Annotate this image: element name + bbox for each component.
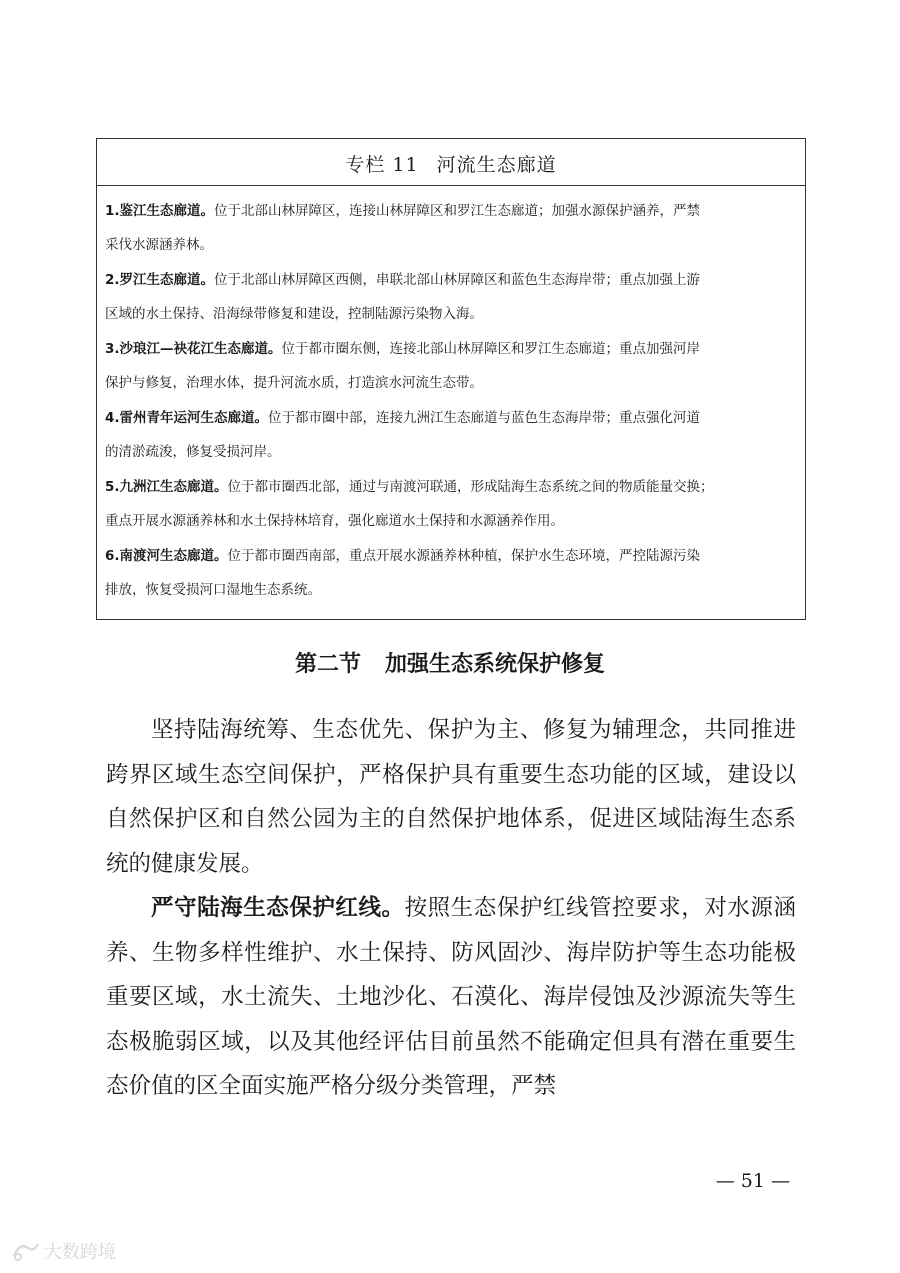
corridor-name: 2.罗江生态廊道。 bbox=[105, 272, 215, 288]
corridor-item bbox=[105, 539, 795, 607]
paragraph-body: 按照生态保护红线管控要求，对水源涵养、生物多样性维护、水土保持、防风固沙、海岸防护等生态功能极重要区域，水土流失、土地沙化、石漠化、海岸侵蚀及沙源流失等生态极脆弱区域，以及其他经评估目前虽然不能确定但具有潜在重要生态价值的区全面实施严格分级分类管理，严禁 bbox=[106, 895, 796, 1099]
corridor-text-cont: 区域的水土保持、沿海绿带修复和建设，控制陆源污染物入海。 bbox=[105, 306, 483, 322]
corridor-item bbox=[105, 194, 795, 262]
corridor-name: 6.南渡河生态廊道。 bbox=[105, 548, 228, 564]
corridor-text-cont: 保护与修复，治理水体，提升河流水质，打造滨水河流生态带。 bbox=[105, 375, 483, 391]
column-number: 专栏 11 bbox=[345, 154, 419, 176]
corridor-name: 3.沙琅江—袂花江生态廊道。 bbox=[105, 341, 282, 357]
watermark-text: 大数跨境 bbox=[44, 1242, 116, 1263]
watermark-logo-icon bbox=[10, 1240, 40, 1262]
corridor-text: 位于都市圈中部，连接九洲江生态廊道与蓝色生态海岸带；重点强化河道 bbox=[268, 410, 701, 426]
corridor-text-cont: 重点开展水源涵养林和水土保持林培育，强化廊道水土保持和水源涵养作用。 bbox=[105, 513, 564, 529]
corridor-text: 位于都市圈东侧，连接北部山林屏障区和罗江生态廊道；重点加强河岸 bbox=[281, 341, 701, 357]
corridor-text-cont: 排放，恢复受损河口湿地生态系统。 bbox=[105, 582, 321, 598]
corridor-name: 4.雷州青年运河生态廊道。 bbox=[105, 410, 269, 426]
section-title: 加强生态系统保护修复 bbox=[385, 652, 606, 677]
watermark bbox=[10, 1238, 116, 1264]
page-number: — 51 — bbox=[715, 1170, 790, 1192]
section-heading bbox=[0, 645, 900, 685]
corridor-text: 位于北部山林屏障区西侧，串联北部山林屏障区和蓝色生态海岸带；重点加强上游 bbox=[214, 272, 701, 288]
paragraph-redline bbox=[106, 886, 796, 1109]
column-box bbox=[96, 138, 806, 620]
corridor-text: 位于都市圈西北部，通过与南渡河联通，形成陆海生态系统之间的物质能量交换； bbox=[227, 479, 714, 495]
corridor-item bbox=[105, 401, 795, 469]
corridor-text-cont: 采伐水源涵养林。 bbox=[105, 237, 213, 253]
corridor-item bbox=[105, 263, 795, 331]
section-number: 第二节 bbox=[294, 652, 361, 677]
corridor-item bbox=[105, 332, 795, 400]
corridor-text: 位于都市圈西南部，重点开展水源涵养林种植，保护水生态环境，严控陆源污染 bbox=[227, 548, 701, 564]
corridor-text: 位于北部山林屏障区，连接山林屏障区和罗江生态廊道；加强水源保护涵养，严禁 bbox=[214, 203, 701, 219]
corridor-item bbox=[105, 470, 795, 538]
corridor-text-cont: 的清淤疏浚，修复受损河岸。 bbox=[105, 444, 281, 460]
column-items bbox=[97, 186, 805, 607]
corridor-name: 5.九洲江生态廊道。 bbox=[105, 479, 228, 495]
paragraph-lead: 严守陆海生态保护红线。 bbox=[151, 895, 405, 921]
column-title bbox=[97, 139, 805, 186]
column-name: 河流生态廊道 bbox=[436, 154, 557, 176]
corridor-name: 1.鉴江生态廊道。 bbox=[105, 203, 215, 219]
paragraph-intro: 坚持陆海统筹、生态优先、保护为主、修复为辅理念，共同推进跨界区域生态空间保护，严格保护具有重要生态功能的区域，建设以自然保护区和自然公园为主的自然保护地体系，促进区域陆海生态系统的健康发展。 bbox=[106, 717, 796, 877]
